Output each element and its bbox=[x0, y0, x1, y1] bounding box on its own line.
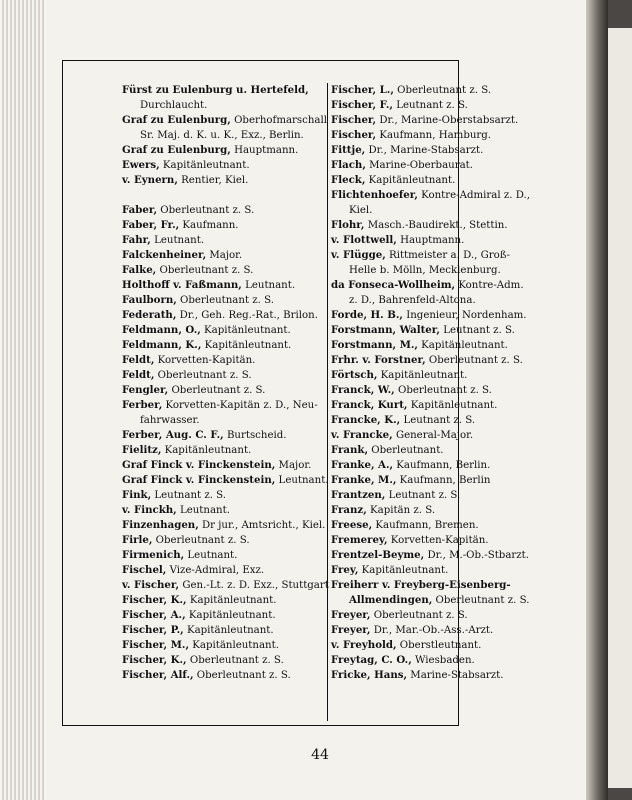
directory-entry bbox=[331, 83, 531, 98]
entry-details: Kapitänleutnant. bbox=[183, 625, 274, 636]
entry-name: Franck, W., bbox=[331, 384, 395, 396]
entry-details: Korvetten-Kapitän z. D., Neu- bbox=[162, 400, 318, 411]
directory-entry bbox=[331, 623, 531, 638]
entry-details: Masch.-Baudirekt., Stettin. bbox=[364, 220, 508, 231]
entry-name: v. Flottwell, bbox=[331, 234, 397, 246]
directory-entry bbox=[331, 533, 531, 548]
directory-entry bbox=[331, 233, 531, 248]
directory-entry bbox=[122, 443, 322, 458]
entry-details: Oberleutnant z. S. bbox=[370, 610, 468, 621]
column-divider bbox=[327, 83, 328, 721]
right-column bbox=[331, 83, 531, 683]
directory-entry bbox=[331, 113, 531, 128]
entry-details: Durchlaucht. bbox=[140, 100, 208, 111]
directory-entry bbox=[122, 353, 322, 368]
entry-name: Fielitz, bbox=[122, 444, 162, 456]
entry-details: Leutnant z. S. bbox=[385, 490, 461, 501]
directory-entry bbox=[331, 488, 531, 503]
entry-name: v. Finckh, bbox=[122, 504, 177, 516]
entry-details: Dr., Marine-Stabsarzt. bbox=[365, 145, 484, 156]
entry-name: Fischer, K., bbox=[122, 654, 187, 666]
entry-details: Kaufmann. bbox=[179, 220, 239, 231]
entry-details: Helle b. Mölln, Mecklenburg. bbox=[349, 265, 501, 276]
entry-details: Marine-Oberbaurat. bbox=[365, 160, 473, 171]
entry-details: Kapitänleutnant. bbox=[186, 595, 277, 606]
entry-details: Oberstleutnant. bbox=[396, 640, 482, 651]
entry-details: Major. bbox=[206, 250, 243, 261]
book-page-edges bbox=[0, 0, 46, 800]
entry-details: Leutnant z. S. bbox=[439, 325, 515, 336]
entry-details: Oberleutnant z. S. bbox=[154, 370, 252, 381]
entry-details: Kiel. bbox=[349, 205, 373, 216]
entry-details: Kapitänleutnant. bbox=[407, 400, 498, 411]
entry-name: Freyer, bbox=[331, 609, 371, 621]
entry-name: Finzenhagen, bbox=[122, 519, 199, 531]
directory-entry bbox=[122, 158, 322, 173]
directory-entry bbox=[122, 203, 322, 218]
directory-entry bbox=[122, 473, 329, 488]
directory-entry bbox=[122, 368, 322, 383]
directory-entry bbox=[122, 293, 322, 308]
book-gutter bbox=[586, 0, 608, 800]
entry-name: Franck, Kurt, bbox=[331, 399, 408, 411]
entry-details: Oberleutnant z. S. bbox=[176, 295, 274, 306]
entry-name: Ewers, bbox=[122, 159, 160, 171]
entry-name: v. Eynern, bbox=[122, 174, 178, 186]
entry-name: Franke, M., bbox=[331, 474, 397, 486]
entry-details: Gen.-Lt. z. D. Exz., Stuttgart bbox=[179, 580, 329, 591]
entry-details: Oberhofmarschall bbox=[230, 115, 328, 126]
entry-name: Fahr, bbox=[122, 234, 151, 246]
directory-entry bbox=[122, 668, 322, 683]
entry-continuation bbox=[122, 128, 322, 143]
entry-gap bbox=[122, 188, 322, 203]
directory-entry bbox=[331, 398, 531, 413]
entry-details: Oberleutnant z. S. bbox=[432, 595, 530, 606]
entry-name: Holthoff v. Faßmann, bbox=[122, 279, 242, 291]
directory-entry bbox=[122, 308, 322, 323]
directory-entry bbox=[122, 248, 322, 263]
directory-entry bbox=[331, 383, 531, 398]
directory-entry bbox=[122, 143, 322, 158]
directory-entry bbox=[122, 518, 326, 533]
entry-details: Hauptmann. bbox=[230, 145, 299, 156]
entry-name: Fremerey, bbox=[331, 534, 388, 546]
entry-name: Franke, A., bbox=[331, 459, 394, 471]
entry-details: Kapitänleutnant. bbox=[185, 610, 276, 621]
directory-entry bbox=[122, 323, 322, 338]
entry-continuation bbox=[122, 98, 322, 113]
directory-entry bbox=[122, 263, 322, 278]
entry-continuation bbox=[331, 293, 531, 308]
entry-name: Ferber, bbox=[122, 399, 163, 411]
entry-name: Fischer, bbox=[331, 129, 377, 141]
entry-details: fahrwasser. bbox=[140, 415, 200, 426]
entry-name: v. Francke, bbox=[331, 429, 393, 441]
directory-entry bbox=[122, 83, 322, 98]
entry-name: Förtsch, bbox=[331, 369, 378, 381]
entry-details: Oberleutnant z. S. bbox=[157, 205, 255, 216]
entry-details: Leutnant. bbox=[184, 550, 238, 561]
entry-details: Leutnant. bbox=[150, 235, 205, 246]
directory-entry bbox=[331, 323, 531, 338]
directory-entry bbox=[331, 248, 531, 263]
directory-entry bbox=[331, 353, 531, 368]
entry-name: Graf Finck v. Finckenstein, bbox=[122, 459, 276, 471]
entry-details: Kapitänleutnant. bbox=[200, 325, 291, 336]
entry-name: Graf zu Eulenburg, bbox=[122, 144, 231, 156]
entry-details: Wiesbaden. bbox=[411, 655, 475, 666]
entry-details: Kaufmann, Berlin bbox=[396, 475, 491, 486]
directory-entry bbox=[122, 533, 322, 548]
entry-details: Dr., Marine-Oberstabsarzt. bbox=[376, 115, 519, 126]
entry-name: Feldmann, K., bbox=[122, 339, 202, 351]
directory-entry bbox=[331, 173, 531, 188]
directory-entry bbox=[331, 158, 531, 173]
entry-name: Falckenheiner, bbox=[122, 249, 207, 261]
entry-details: Oberleutnant z. S. bbox=[152, 535, 250, 546]
entry-name: Fischer, L., bbox=[331, 84, 394, 96]
entry-continuation bbox=[331, 593, 531, 608]
entry-name: Fischer, Alf., bbox=[122, 669, 194, 681]
entry-name: da Fonseca-Wollheim, bbox=[331, 279, 456, 291]
entry-details: z. D., Bahrenfeld-Altona. bbox=[349, 295, 476, 306]
entry-name: v. Fischer, bbox=[122, 579, 180, 591]
entry-name: Fürst zu Eulenburg u. Hertefeld, bbox=[122, 84, 309, 96]
entry-name: Fischer, A., bbox=[122, 609, 186, 621]
entry-details: Kapitänleutnant. bbox=[189, 640, 279, 651]
directory-entry bbox=[331, 668, 531, 683]
directory-entry bbox=[122, 623, 322, 638]
entry-details: Kontre-Adm. bbox=[455, 280, 524, 291]
entry-details: Dr., Geh. Reg.-Rat., Brilon. bbox=[176, 310, 318, 321]
entry-name: Flach, bbox=[331, 159, 366, 171]
entry-details: Oberleutnant. bbox=[368, 445, 444, 456]
entry-name: Frantzen, bbox=[331, 489, 386, 501]
entry-name: Graf Finck v. Finckenstein, bbox=[122, 474, 276, 486]
entry-details: General-Major. bbox=[392, 430, 474, 441]
entry-details: Oberleutnant z. S. bbox=[186, 655, 284, 666]
entry-details: Kapitänleutnant. bbox=[358, 565, 449, 576]
entry-name: Fischer, P., bbox=[122, 624, 184, 636]
directory-entry bbox=[331, 563, 531, 578]
entry-details: Leutnant. bbox=[275, 475, 329, 486]
directory-entry bbox=[122, 218, 322, 233]
directory-entry bbox=[331, 608, 531, 623]
entry-name: Forde, H. B., bbox=[331, 309, 403, 321]
directory-entry bbox=[331, 518, 531, 533]
entry-details: Oberleutnant z. S. bbox=[393, 85, 492, 96]
entry-details: Sr. Maj. d. K. u. K., Exz., Berlin. bbox=[140, 130, 304, 141]
page-number: 44 bbox=[311, 747, 329, 763]
entry-name: Allmendingen, bbox=[349, 594, 433, 606]
entry-name: Graf zu Eulenburg, bbox=[122, 114, 231, 126]
entry-details: Dr., M.-Ob.-Stbarzt. bbox=[424, 550, 529, 561]
directory-entry bbox=[331, 503, 531, 518]
entry-continuation bbox=[122, 413, 322, 428]
entry-details: Hauptmann. bbox=[396, 235, 465, 246]
entry-name: Falke, bbox=[122, 264, 157, 276]
entry-details: Kapitänleutnant. bbox=[161, 445, 252, 456]
entry-name: Feldmann, O., bbox=[122, 324, 201, 336]
entry-details: Ingenieur, Nordenham. bbox=[402, 310, 527, 321]
directory-entry bbox=[122, 458, 322, 473]
entry-name: v. Flügge, bbox=[331, 249, 386, 261]
directory-entry bbox=[331, 653, 531, 668]
entry-details: Korvetten-Kapitän. bbox=[154, 355, 256, 366]
entry-details: Kaufmann, Berlin. bbox=[393, 460, 491, 471]
entry-details: Oberleutnant z. S. bbox=[425, 355, 523, 366]
directory-entry bbox=[122, 503, 322, 518]
entry-details: Leutnant z. S. bbox=[400, 415, 476, 426]
entry-details: Rentier, Kiel. bbox=[177, 175, 249, 186]
directory-entry bbox=[122, 428, 322, 443]
directory-entry bbox=[331, 443, 531, 458]
entry-name: Fink, bbox=[122, 489, 152, 501]
entry-continuation bbox=[331, 203, 531, 218]
directory-entry bbox=[331, 278, 531, 293]
entry-details: Oberleutnant z. S. bbox=[193, 670, 291, 681]
directory-entry bbox=[122, 653, 322, 668]
directory-entry bbox=[331, 188, 531, 203]
entry-name: Frank, bbox=[331, 444, 369, 456]
entry-name: Fleck, bbox=[331, 174, 366, 186]
directory-entry bbox=[122, 173, 322, 188]
entry-name: Fischer, M., bbox=[122, 639, 190, 651]
directory-entry bbox=[122, 593, 322, 608]
entry-name: Ferber, Aug. C. F., bbox=[122, 429, 224, 441]
directory-entry bbox=[331, 428, 531, 443]
entry-name: Freese, bbox=[331, 519, 373, 531]
entry-details: Kapitänleutnant. bbox=[201, 340, 292, 351]
entry-details: Dr., Mar.-Ob.-Ass.-Arzt. bbox=[370, 625, 494, 636]
directory-entry bbox=[122, 488, 322, 503]
directory-entry bbox=[331, 413, 531, 428]
entry-name: Fricke, Hans, bbox=[331, 669, 408, 681]
entry-name: Frentzel-Beyme, bbox=[331, 549, 425, 561]
entry-details: Korvetten-Kapitän. bbox=[387, 535, 489, 546]
entry-name: Faber, bbox=[122, 204, 158, 216]
directory-entry bbox=[122, 233, 322, 248]
entry-name: Forstmann, Walter, bbox=[331, 324, 440, 336]
directory-entry bbox=[122, 113, 328, 128]
directory-entry bbox=[331, 548, 531, 563]
entry-name: Fischer, K., bbox=[122, 594, 187, 606]
directory-entry bbox=[331, 638, 531, 653]
directory-entry bbox=[331, 98, 531, 113]
entry-name: Flohr, bbox=[331, 219, 365, 231]
entry-details: Kapitän z. S. bbox=[366, 505, 436, 516]
entry-details: Kapitänleutnant. bbox=[159, 160, 250, 171]
entry-name: Franz, bbox=[331, 504, 367, 516]
entry-name: Firmenich, bbox=[122, 549, 185, 561]
directory-entry bbox=[331, 368, 531, 383]
entry-name: Fischer, F., bbox=[331, 99, 393, 111]
directory-entry bbox=[122, 638, 322, 653]
directory-entry bbox=[331, 458, 531, 473]
directory-entry bbox=[331, 308, 531, 323]
directory-entry bbox=[122, 398, 322, 413]
entry-name: Freytag, C. O., bbox=[331, 654, 412, 666]
entry-details: Burtscheid. bbox=[223, 430, 287, 441]
entry-details: Dr jur., Amtsricht., Kiel. bbox=[198, 520, 326, 531]
entry-name: Feldt, bbox=[122, 369, 155, 381]
entry-name: Feldt, bbox=[122, 354, 155, 366]
entry-name: Francke, K., bbox=[331, 414, 401, 426]
directory-entry bbox=[331, 338, 531, 353]
entry-details: Kapitänleutnant. bbox=[365, 175, 456, 186]
entry-name: Freyer, bbox=[331, 624, 371, 636]
entry-details: Marine-Stabsarzt. bbox=[407, 670, 504, 681]
entry-name: Flichtenhoefer, bbox=[331, 189, 418, 201]
entry-details: Kapitänleutnant. bbox=[417, 340, 508, 351]
directory-entry bbox=[122, 338, 322, 353]
directory-entry bbox=[122, 383, 322, 398]
entry-name: Forstmann, M., bbox=[331, 339, 418, 351]
entry-details: Vize-Admiral, Exz. bbox=[166, 565, 265, 576]
entry-details: Oberleutnant z. S. bbox=[168, 385, 266, 396]
entry-details: Oberleutnant z. S. bbox=[156, 265, 254, 276]
entry-name: Faulborn, bbox=[122, 294, 177, 306]
directory-entry bbox=[331, 128, 531, 143]
directory-entry bbox=[122, 278, 322, 293]
entry-details: Leutnant z. S. bbox=[151, 490, 227, 501]
entry-details: Kapitänleutnant. bbox=[377, 370, 468, 381]
entry-name: Fischel, bbox=[122, 564, 167, 576]
entry-details: Leutnant. bbox=[241, 280, 296, 291]
entry-name: Fittje, bbox=[331, 144, 366, 156]
entry-continuation bbox=[331, 263, 531, 278]
entry-name: Federath, bbox=[122, 309, 177, 321]
directory-entry bbox=[122, 578, 329, 593]
entry-details: Leutnant. bbox=[176, 505, 230, 516]
left-column bbox=[122, 83, 329, 683]
entry-name: Fischer, bbox=[331, 114, 377, 126]
entry-details: Major. bbox=[275, 460, 312, 471]
directory-entry bbox=[122, 563, 322, 578]
entry-details: Kontre-Admiral z. D., bbox=[417, 190, 530, 201]
entry-name: Frhr. v. Forstner, bbox=[331, 354, 426, 366]
entry-name: v. Freyhold, bbox=[331, 639, 397, 651]
entry-details: Leutnant z. S. bbox=[392, 100, 468, 111]
entry-name: Freiherr v. Freyberg-Eisenberg- bbox=[331, 579, 511, 591]
entry-details: Oberleutnant z. S. bbox=[394, 385, 492, 396]
entry-details: Kaufmann, Bremen. bbox=[372, 520, 479, 531]
entry-name: Firle, bbox=[122, 534, 153, 546]
entry-name: Frey, bbox=[331, 564, 359, 576]
entry-details: Rittmeister a. D., Groß- bbox=[385, 250, 511, 261]
directory-entry bbox=[331, 578, 531, 593]
entry-name: Faber, Fr., bbox=[122, 219, 180, 231]
entry-name: Fengler, bbox=[122, 384, 169, 396]
directory-entry bbox=[122, 548, 322, 563]
entry-details: Kaufmann, Hamburg. bbox=[376, 130, 492, 141]
directory-entry bbox=[122, 608, 322, 623]
directory-entry bbox=[331, 473, 531, 488]
directory-entry bbox=[331, 143, 531, 158]
next-page-fragment bbox=[608, 28, 632, 788]
directory-entry bbox=[331, 218, 531, 233]
